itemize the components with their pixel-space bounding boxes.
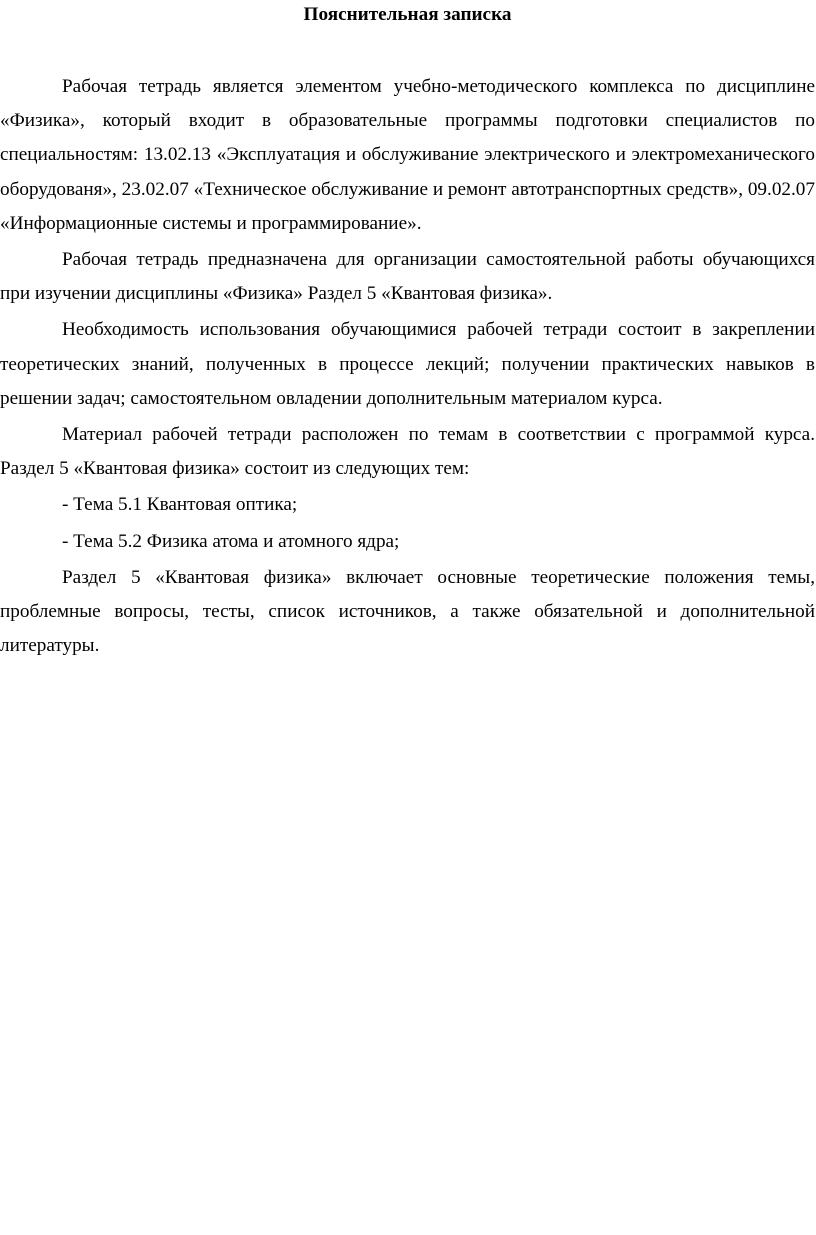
list-item-topic-5-1: - Тема 5.1 Квантовая оптика; bbox=[62, 494, 298, 516]
list-item-topic-5-2: - Тема 5.2 Физика атома и атомного ядра; bbox=[62, 530, 400, 552]
topic-list bbox=[0, 488, 815, 558]
paragraph-contents: Раздел 5 «Квантовая физика» включает основные теоретические положения темы, проблемные вопросы, тесты, список источников, а также обязательной и дополнительной литературы. bbox=[0, 566, 815, 657]
paragraph-necessity: Необходимость использования обучающимися рабочей тетради состоит в закреплении теоретических знаний, полученных в процессе лекций; получении практических навыков в решении задач; самостоятельном овладении дополнительным материалом курса. bbox=[0, 319, 815, 409]
paragraph-intro: Рабочая тетрадь является элементом учебно-методического комплекса по дисциплине «Физика», который входит в образовательные программы подготовки специалистов по специальностям: 13.02.13 «Эксплуатация и обслуживание электрического и электромеханического оборудованя», 23.02.07 «Техническое обслуживание и ремонт автотранспортных средств», 09.02.07 «Информационные системы и программирование». bbox=[0, 76, 815, 234]
page-title: Пояснительная записка bbox=[303, 4, 512, 25]
paragraph-purpose: Рабочая тетрадь предназначена для организации самостоятельной работы обучающихся при изучении дисциплины «Физика» Раздел 5 «Квантовая физика». bbox=[0, 249, 815, 305]
document-body bbox=[0, 70, 815, 663]
paragraph-structure: Материал рабочей тетради расположен по темам в соответствии с программой курса. Раздел 5 «Квантовая физика» состоит из следующих тем: bbox=[0, 424, 815, 480]
